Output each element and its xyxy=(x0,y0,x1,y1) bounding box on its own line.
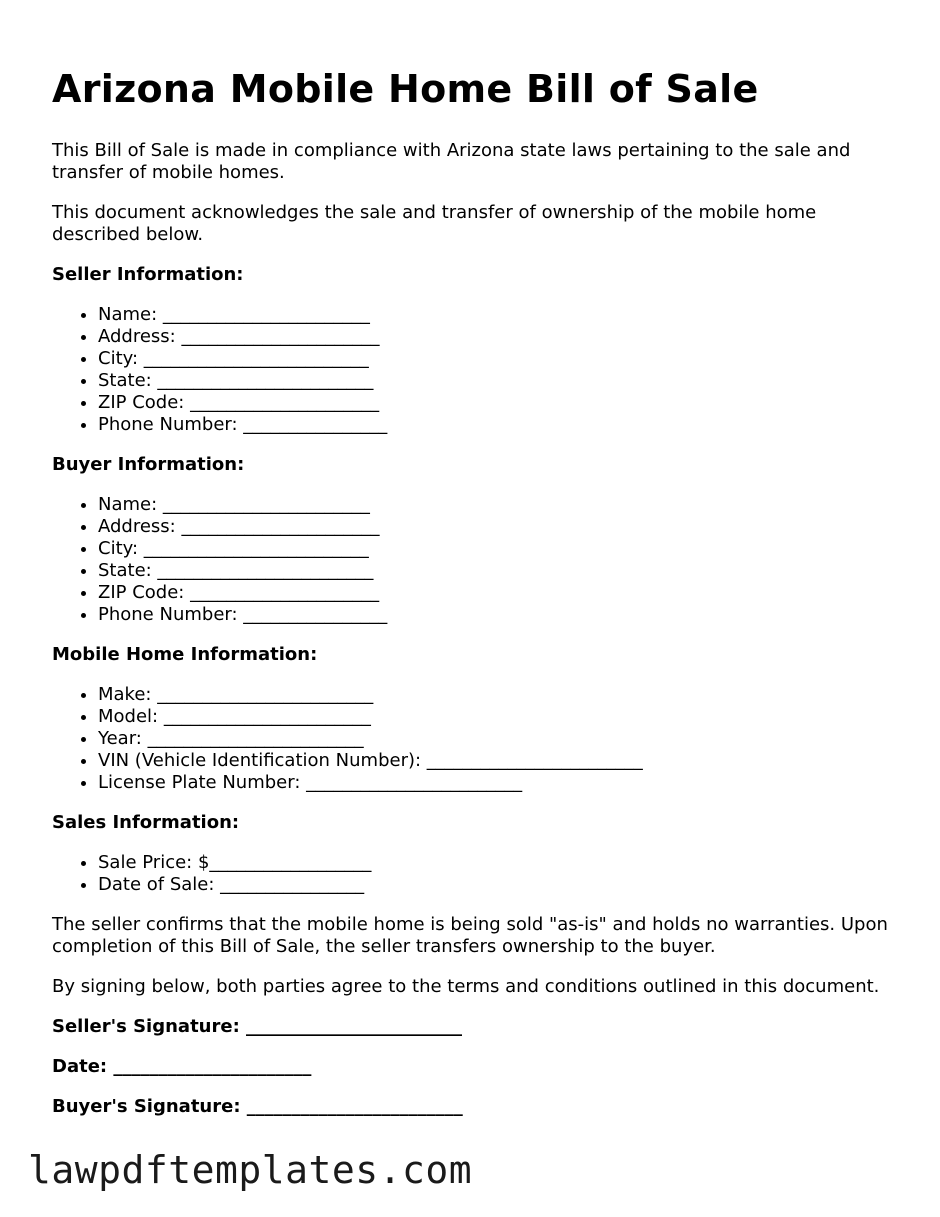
buyer-zip-field: • ZIP Code: _____________________ xyxy=(98,582,892,604)
buyer-section-heading: Buyer Information: xyxy=(52,454,245,475)
seller-signature-line: Seller's Signature: ________________________ xyxy=(52,1016,463,1037)
mobile-home-make-field: • Make: ________________________ xyxy=(98,684,892,706)
signature-date-line: Date: ______________________ xyxy=(52,1056,312,1077)
buyer-state-field: • State: ________________________ xyxy=(98,560,892,582)
buyer-phone-field: • Phone Number: ________________ xyxy=(98,604,892,626)
buyer-signature-line: Buyer's Signature: ________________________ xyxy=(52,1096,463,1117)
seller-phone-field: • Phone Number: ________________ xyxy=(98,414,892,436)
seller-zip-field: • ZIP Code: _____________________ xyxy=(98,392,892,414)
buyer-address-field: • Address: ______________________ xyxy=(98,516,892,538)
mobile-home-vin-field: • VIN (Vehicle Identification Number): ________________________ xyxy=(98,750,892,772)
watermark-text: lawpdftemplates.com xyxy=(28,1148,473,1192)
document-page xyxy=(52,62,892,1136)
seller-address-field: • Address: ______________________ xyxy=(98,326,892,348)
buyer-field-list xyxy=(52,494,892,626)
buyer-name-field: • Name: _______________________ xyxy=(98,494,892,516)
mobile-home-field-list xyxy=(52,684,892,794)
seller-section-heading: Seller Information: xyxy=(52,264,244,285)
sales-section-heading: Sales Information: xyxy=(52,812,240,833)
as-is-paragraph: The seller confirms that the mobile home is being sold "as-is" and holds no warranties. Upon completion of this Bill of Sale, the seller transfers ownership to the buyer. xyxy=(52,914,888,957)
intro-paragraph-acknowledgement: This document acknowledges the sale and transfer of ownership of the mobile home described below. xyxy=(52,202,817,245)
mobile-home-model-field: • Model: _______________________ xyxy=(98,706,892,728)
buyer-city-field: • City: _________________________ xyxy=(98,538,892,560)
seller-name-field: • Name: _______________________ xyxy=(98,304,892,326)
agreement-paragraph: By signing below, both parties agree to the terms and conditions outlined in this document. xyxy=(52,976,880,997)
mobile-home-year-field: • Year: ________________________ xyxy=(98,728,892,750)
intro-paragraph-compliance: This Bill of Sale is made in compliance with Arizona state laws pertaining to the sale and transfer of mobile homes. xyxy=(52,140,851,183)
seller-city-field: • City: _________________________ xyxy=(98,348,892,370)
mobile-home-section-heading: Mobile Home Information: xyxy=(52,644,318,665)
mobile-home-plate-field: • License Plate Number: ________________________ xyxy=(98,772,892,794)
sales-field-list xyxy=(52,852,892,896)
sale-price-field: • Sale Price: $__________________ xyxy=(98,852,892,874)
seller-field-list xyxy=(52,304,892,436)
seller-state-field: • State: ________________________ xyxy=(98,370,892,392)
sale-date-field: • Date of Sale: ________________ xyxy=(98,874,892,896)
page-title: Arizona Mobile Home Bill of Sale xyxy=(52,67,759,111)
